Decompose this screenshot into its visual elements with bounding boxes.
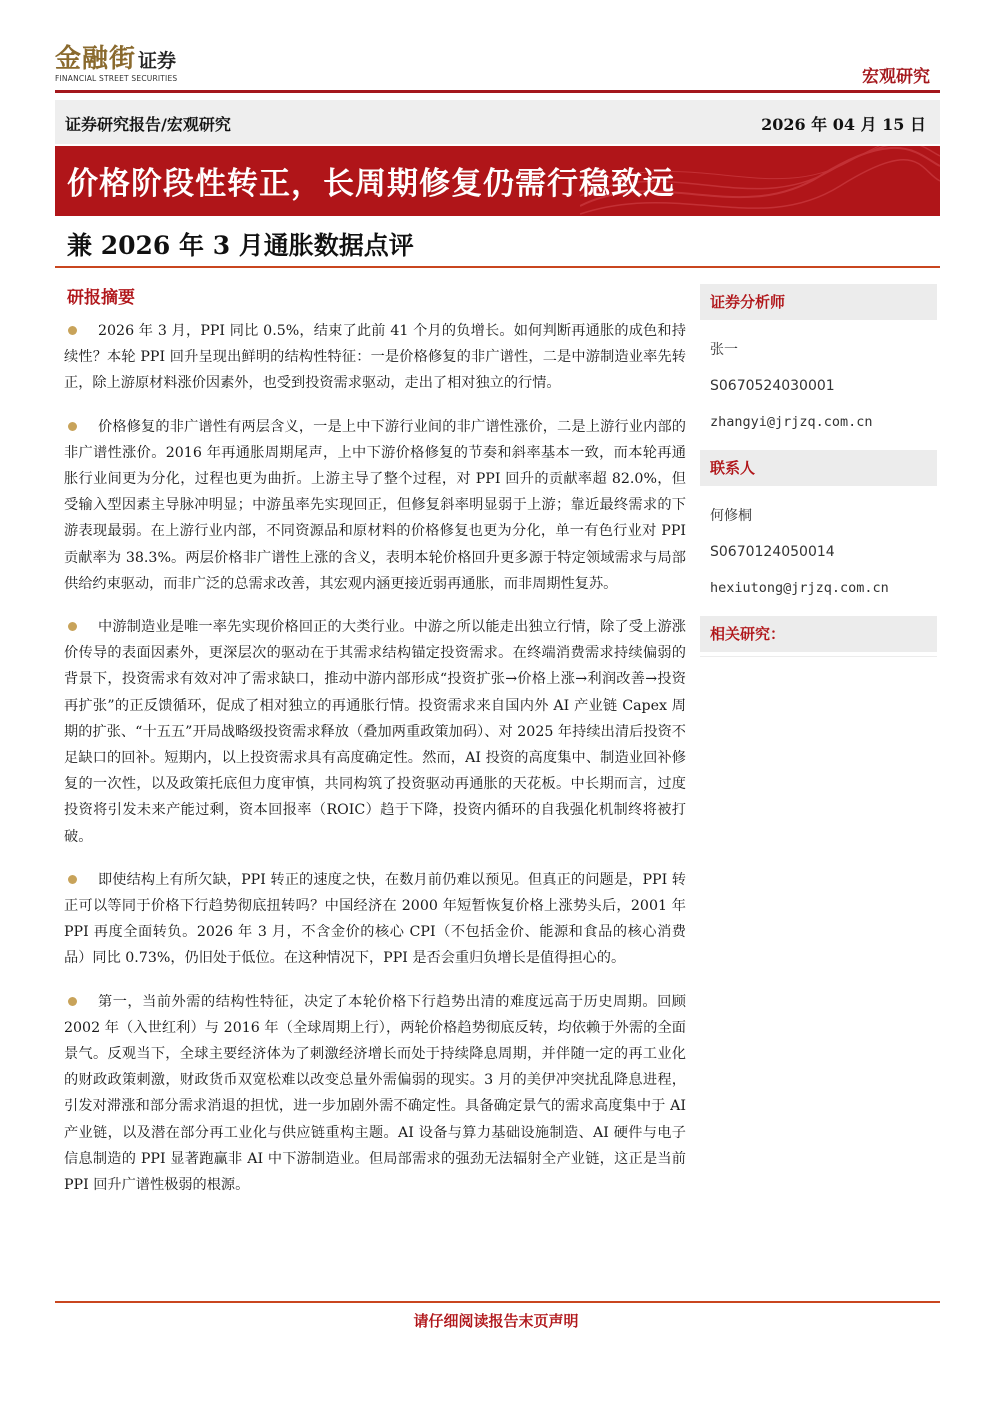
summary-paragraph [64, 989, 686, 1199]
report-date: 2026 年 04 月 15 日 [761, 115, 926, 134]
summary-paragraph [64, 867, 686, 972]
contact-heading: 联系人 [700, 450, 937, 486]
report-type: 证券研究报告/宏观研究 [65, 115, 231, 134]
footer-divider [55, 1301, 940, 1303]
header-divider [55, 90, 940, 93]
sidebar-divider [700, 656, 937, 657]
bullet-icon [68, 422, 77, 431]
paragraph-text: 即使结构上有所欠缺，PPI 转正的速度之快，在数月前仍难以预见。但真正的问题是，PPI 转正可以等同于价格下行趋势彻底扭转吗？中国经济在 2000 年短暂恢复价格上涨势头后，2001 年 PPI 再度全面转负。2026 年 3 月，不含金价的核心 CPI（不包括金价、能源和食品的核心消费品）同比 0.73%，仍旧处于低位。在这种情况下，PPI 是否会重归负增长是值得担心的。 [64, 871, 686, 967]
logo-english-name: FINANCIAL STREET SECURITIES [55, 74, 178, 83]
analyst-name: 张一 [710, 342, 738, 358]
analyst-heading: 证券分析师 [700, 284, 937, 320]
report-subtitle: 兼 2026 年 3 月通胀数据点评 [67, 231, 414, 260]
analyst-email-link[interactable]: zhangyi@jrjzq.com.cn [710, 414, 873, 430]
category-tag: 宏观研究 [862, 67, 930, 87]
paragraph-text: 第一，当前外需的结构性特征，决定了本轮价格下行趋势出清的难度远高于历史周期。回顾 2002 年（入世红利）与 2016 年（全球周期上行），两轮价格趋势彻底反转，均依赖于外需的全面景气。反观当下，全球主要经济体为了刺激经济增长而处于持续降息周期，并伴随一定的再工业化的财政政策刺激，财政货币双宽松难以改变总量外需偏弱的现实。3 月的美伊冲突扰乱降息进程，引发对滞涨和部分需求消退的担忧，进一步加剧外需不确定性。具备确定景气的需求高度集中于 AI 产业链，以及潜在部分再工业化与供应链重构主题。AI 设备与算力基础设施制造、AI 硬件与电子信息制造的 PPI 显著跑赢非 AI 中下游制造业。但局部需求的强劲无法辐射全产业链，这正是当前 PPI 回升广谱性极弱的根源。 [64, 993, 686, 1194]
report-meta-bar [55, 100, 940, 144]
title-banner [55, 146, 940, 216]
related-research-heading: 相关研究： [700, 616, 937, 652]
company-logo [55, 38, 205, 86]
logo-suffix: 证券 [138, 50, 177, 72]
footer-disclaimer: 请仔细阅读报告末页声明 [413, 1312, 579, 1330]
bullet-icon [68, 622, 77, 631]
bullet-icon [68, 875, 77, 884]
bullet-icon [68, 997, 77, 1006]
bullet-icon [68, 326, 77, 335]
subtitle-divider [55, 266, 940, 268]
paragraph-text: 中游制造业是唯一率先实现价格回正的大类行业。中游之所以能走出独立行情，除了受上游涨价传导的表面因素外，更深层次的驱动在于其需求结构锚定投资需求。在终端消费需求持续偏弱的背景下，投资需求有效对冲了需求缺口，推动中游内部形成“投资扩张→价格上涨→利润改善→投资再扩张”的正反馈循环，促成了相对独立的再通胀行情。投资需求来自国内外 AI 产业链 Capex 周期的扩张、“十五五”开局战略级投资需求释放（叠加两重政策加码）、对 2025 年持续出清后投资不足缺口的回补。短期内，以上投资需求具有高度确定性。然而，AI 投资的高度集中、制造业回补修复的一次性，以及政策托底但力度审慎，共同构筑了投资驱动再通胀的天花板。中长期而言，过度投资将引发未来产能过剩，资本回报率（ROIC）趋于下降，投资内循环的自我强化机制终将被打破。 [64, 619, 686, 845]
summary-paragraph [64, 318, 686, 397]
contact-email-link[interactable]: hexiutong@jrjzq.com.cn [710, 580, 889, 596]
analyst-cert-number: S0670524030001 [710, 378, 835, 394]
summary-paragraph [64, 414, 686, 597]
paragraph-text: 价格修复的非广谱性有两层含义，一是上中下游行业间的非广谱性涨价，二是上游行业内部的非广谱性涨价。2016 年再通胀周期尾声，上中下游价格修复的节奏和斜率基本一致，而本轮再通胀行业间更为分化，过程也更为曲折。上游主导了整个过程，对 PPI 回升的贡献率超 82.0%，但受输入型因素主导脉冲明显；中游虽率先实现回正，但修复斜率明显弱于上游；靠近最终需求的下游表现最弱。在上游行业内部，不同资源品和原材料的价格修复也更为分化，单一有色行业对 PPI 贡献率为 38.3%。两层价格非广谱性上涨的含义，表明本轮价格回升更多源于特定领域需求与局部供给约束驱动，而非广泛的总需求改善，其宏观内涵更接近弱再通胀，而非周期性复苏。 [64, 418, 686, 592]
report-title: 价格阶段性转正，长周期修复仍需行稳致远 [67, 166, 675, 202]
contact-cert-number: S0670124050014 [710, 544, 835, 560]
contact-name: 何修桐 [710, 508, 752, 524]
sidebar [700, 284, 937, 657]
summary-body [64, 318, 686, 1215]
summary-heading: 研报摘要 [67, 288, 135, 308]
summary-paragraph [64, 614, 686, 850]
paragraph-text: 2026 年 3 月，PPI 同比 0.5%，结束了此前 41 个月的负增长。如何判断再通胀的成色和持续性？本轮 PPI 回升呈现出鲜明的结构性特征：一是价格修复的非广谱性，二是中游制造业率先转正，除上游原材料涨价因素外，也受到投资需求驱动，走出了相对独立的行情。 [64, 323, 686, 392]
logo-name: 金融街 [55, 44, 137, 74]
